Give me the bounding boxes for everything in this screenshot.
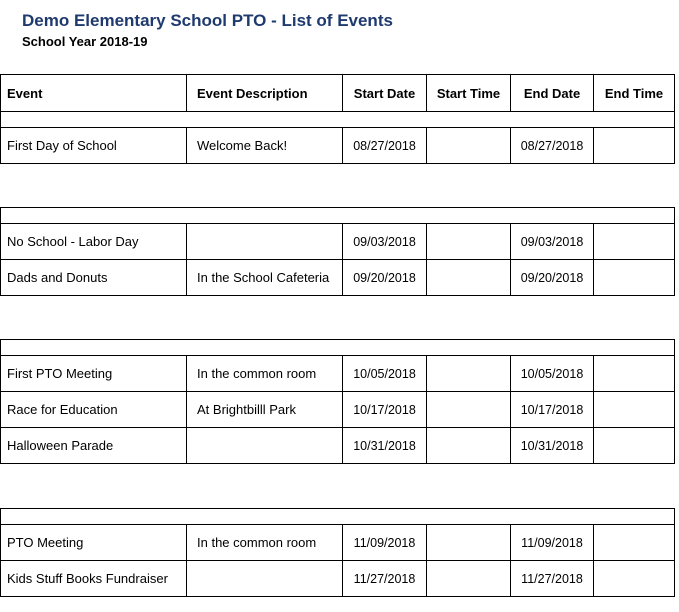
col-header-end-time: End Time [594, 75, 675, 112]
event-description: In the common room [187, 356, 343, 392]
event-name: PTO Meeting [1, 525, 187, 561]
page-subtitle: School Year 2018-19 [22, 34, 148, 49]
event-description: Welcome Back! [187, 128, 343, 164]
table-row [1, 224, 675, 260]
col-header-description: Event Description [187, 75, 343, 112]
event-name: First PTO Meeting [1, 356, 187, 392]
group-separator [1, 112, 675, 128]
end-time [594, 428, 675, 464]
table-row [1, 525, 675, 561]
end-date: 08/27/2018 [511, 128, 594, 164]
event-name: Race for Education [1, 392, 187, 428]
end-time [594, 356, 675, 392]
event-description [187, 428, 343, 464]
event-name: Halloween Parade [1, 428, 187, 464]
end-date: 09/03/2018 [511, 224, 594, 260]
group-separator-cell [1, 509, 675, 525]
event-group [0, 339, 675, 464]
header-row [1, 75, 675, 112]
event-description: In the School Cafeteria [187, 260, 343, 296]
end-time [594, 561, 675, 597]
start-time [427, 428, 511, 464]
col-header-event: Event [1, 75, 187, 112]
start-time [427, 561, 511, 597]
event-group [0, 207, 675, 296]
end-time [594, 260, 675, 296]
end-date: 11/27/2018 [511, 561, 594, 597]
col-header-start-time: Start Time [427, 75, 511, 112]
group-separator-cell [1, 340, 675, 356]
table-row [1, 392, 675, 428]
table-row [1, 428, 675, 464]
table-row [1, 128, 675, 164]
end-time [594, 224, 675, 260]
event-description [187, 561, 343, 597]
group-separator [1, 340, 675, 356]
table-row [1, 260, 675, 296]
end-time [594, 128, 675, 164]
start-date: 10/17/2018 [343, 392, 427, 428]
col-header-start-date: Start Date [343, 75, 427, 112]
events-header-table [0, 74, 675, 112]
start-date: 09/03/2018 [343, 224, 427, 260]
group-separator-cell [1, 112, 675, 128]
start-date: 10/05/2018 [343, 356, 427, 392]
start-date: 09/20/2018 [343, 260, 427, 296]
end-date: 10/31/2018 [511, 428, 594, 464]
start-time [427, 525, 511, 561]
event-name: No School - Labor Day [1, 224, 187, 260]
event-name: Kids Stuff Books Fundraiser [1, 561, 187, 597]
start-date: 08/27/2018 [343, 128, 427, 164]
col-header-end-date: End Date [511, 75, 594, 112]
event-group [0, 508, 675, 597]
event-name: Dads and Donuts [1, 260, 187, 296]
event-name: First Day of School [1, 128, 187, 164]
group-separator-cell [1, 208, 675, 224]
end-time [594, 525, 675, 561]
end-date: 09/20/2018 [511, 260, 594, 296]
table-row [1, 561, 675, 597]
event-description: At Brightbilll Park [187, 392, 343, 428]
start-time [427, 260, 511, 296]
start-date: 11/27/2018 [343, 561, 427, 597]
group-separator [1, 208, 675, 224]
start-date: 11/09/2018 [343, 525, 427, 561]
table-row [1, 356, 675, 392]
start-time [427, 128, 511, 164]
end-date: 10/05/2018 [511, 356, 594, 392]
start-time [427, 392, 511, 428]
start-date: 10/31/2018 [343, 428, 427, 464]
start-time [427, 356, 511, 392]
end-date: 10/17/2018 [511, 392, 594, 428]
group-separator [1, 509, 675, 525]
event-description: In the common room [187, 525, 343, 561]
page-title: Demo Elementary School PTO - List of Events [22, 11, 393, 30]
end-date: 11/09/2018 [511, 525, 594, 561]
start-time [427, 224, 511, 260]
event-description [187, 224, 343, 260]
event-group [0, 111, 675, 164]
end-time [594, 392, 675, 428]
